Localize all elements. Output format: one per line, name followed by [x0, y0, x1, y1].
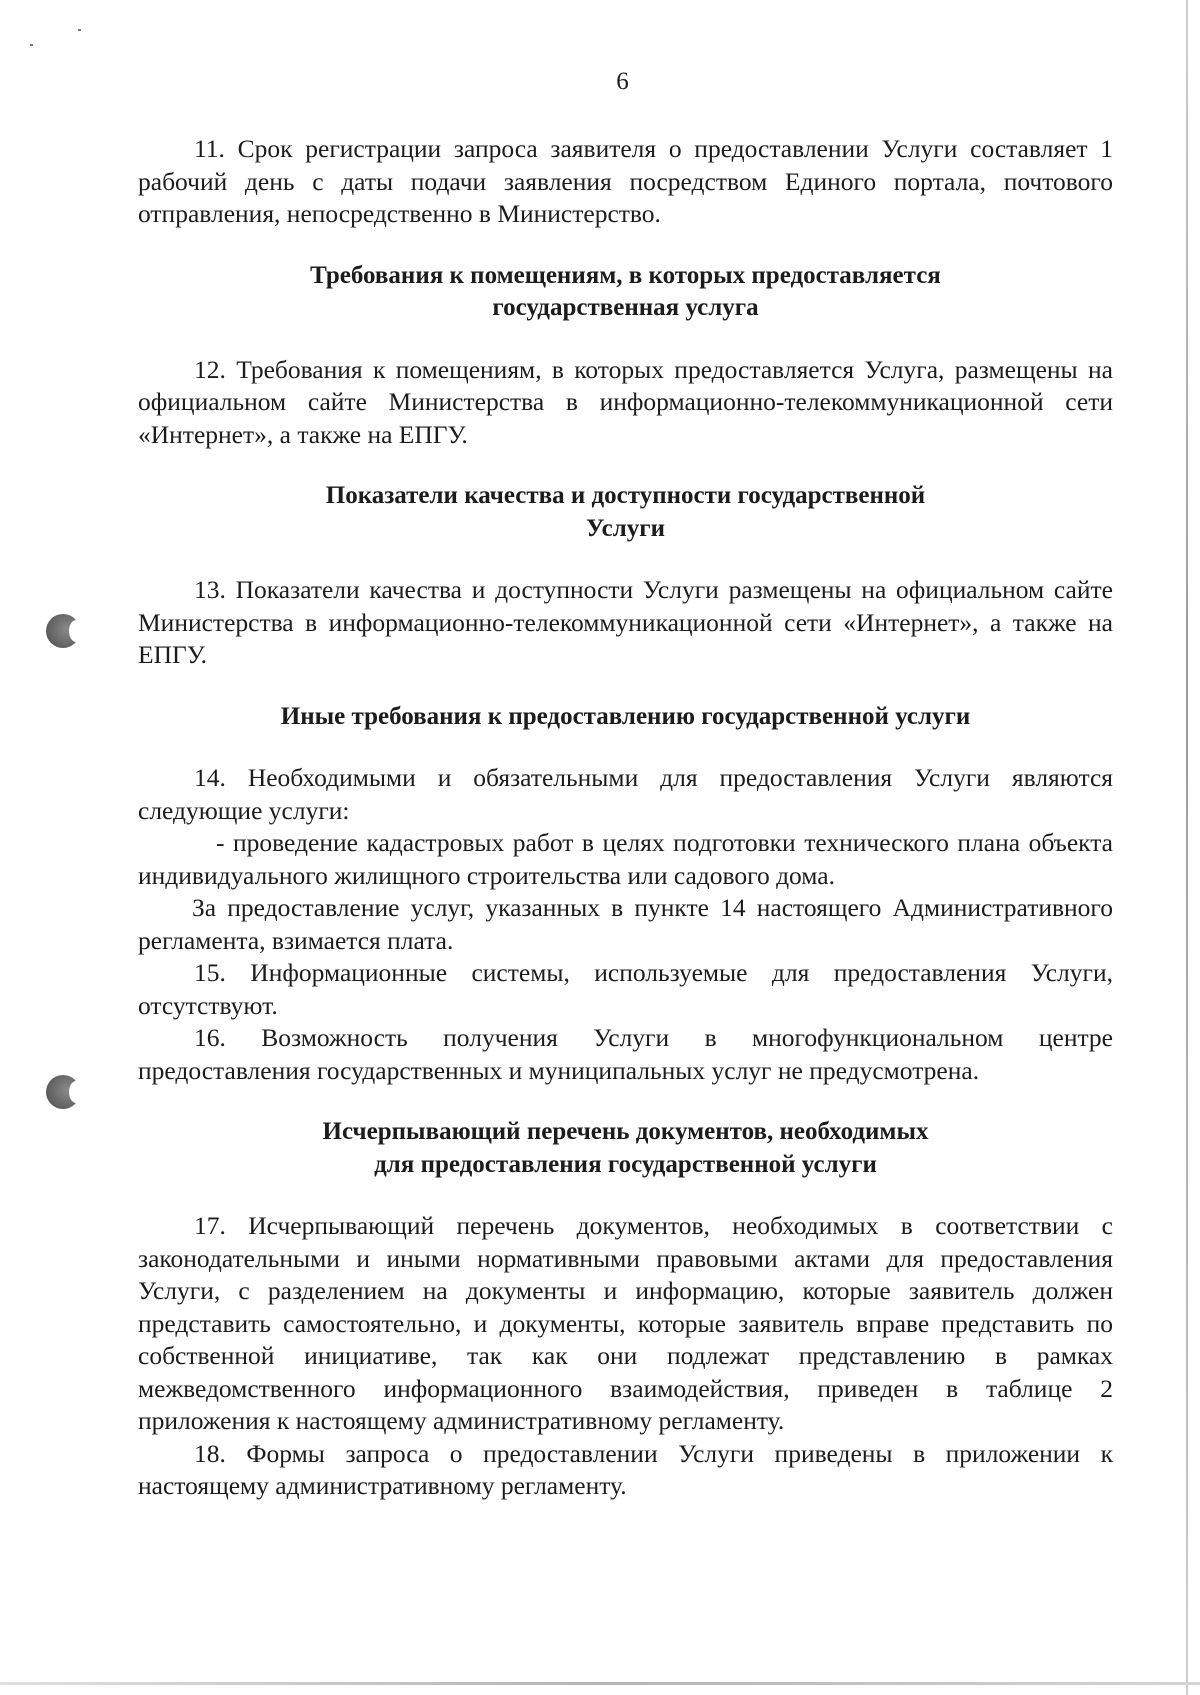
scan-edge	[1186, 0, 1188, 1695]
section-heading-other-requirements	[138, 701, 1113, 734]
heading-line: Показатели качества и доступности государственной	[325, 482, 926, 509]
heading-line: Услуги	[585, 514, 666, 542]
paragraph-14: 14. Необходимыми и обязательными для предоставления Услуги являются следующие услуги:	[138, 763, 1113, 825]
heading-line: государственная услуга	[492, 294, 759, 321]
paragraph-18: 18. Формы запроса о предоставлении Услуги приведены в приложении к настоящему административному регламенту.	[138, 1438, 1113, 1500]
paragraph-13: 13. Показатели качества и доступности Услуги размещены на официальном сайте Министерства в информационно-телекоммуникационной сети «Интернет», а также на ЕПГУ.	[138, 575, 1113, 669]
paragraph-payment: За предоставление услуг, указанных в пункте 14 настоящего Административного регламента, взимается плата.	[138, 893, 1113, 955]
paragraph-14-item: - проведение кадастровых работ в целях подготовки технического плана объекта индивидуального жилищного строительства или садового дома.	[138, 828, 1113, 890]
heading-line: Иные требования к предоставлению государственной услуги	[280, 702, 971, 730]
paragraph-11: 11. Срок регистрации запроса заявителя о предоставлении Услуги составляет 1 рабочий день с даты подачи заявления посредством Единого портала, почтового отправления, непосредственно в Министерство.	[138, 134, 1113, 228]
section-heading-documents	[138, 1116, 1113, 1181]
paragraph-17: 17. Исчерпывающий перечень документов, необходимых в соответствии с законодательными и иными нормативными правовыми актами для предоставления Услуги, с разделением на документы и информацию, которые заявитель должен представить самостоятельно, и документы, которые заявитель вправе представить по собственной инициативе, так как они подлежат представлению в рамках межведомственного информационного взаимодействия, приведен в таблице 2 приложения к настоящему административному регламенту.	[138, 1211, 1113, 1435]
heading-line: Исчерпывающий перечень документов, необходимых	[322, 1118, 929, 1145]
section-heading-quality	[138, 480, 1113, 545]
paragraph-16: 16. Возможность получения Услуги в многофункциональном центре предоставления государственных и муниципальных услуг не предусмотрена.	[138, 1023, 1113, 1085]
paragraph-12: 12. Требования к помещениям, в которых предоставляется Услуга, размещены на официальном сайте Министерства в информационно-телекоммуникационной сети «Интернет», а также на ЕПГУ.	[138, 354, 1113, 449]
section-heading-premises	[138, 260, 1113, 325]
heading-line: Требования к помещениям, в которых предоставляется	[310, 261, 941, 289]
punch-hole-icon	[46, 1075, 80, 1109]
scan-speck	[78, 29, 81, 31]
heading-line: для предоставления государственной услуги	[374, 1150, 877, 1178]
paragraph-15: 15. Информационные системы, используемые для предоставления Услуги, отсутствуют.	[138, 958, 1113, 1020]
page-number: 6	[616, 68, 629, 95]
scan-speck	[30, 44, 33, 46]
document-body	[138, 133, 1113, 1503]
scan-edge	[0, 1682, 1200, 1685]
punch-hole-icon	[46, 614, 80, 648]
